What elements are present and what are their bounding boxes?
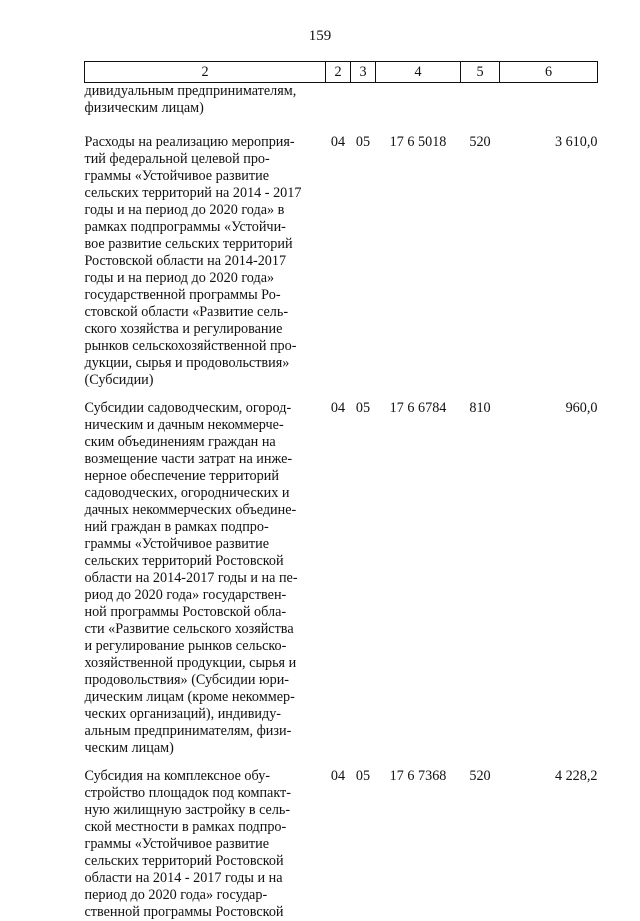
description-line: ской местности в рамках подпро- [84,819,287,835]
description-line: ническим и дачным некоммерче- [84,417,284,433]
description-line: риод до 2020 года» государствен- [84,587,287,603]
description-line: хозяйственной продукции, сырья и [84,655,297,671]
header-col-description: 2 [85,62,326,83]
description-line: ную жилищную застройку в сель- [84,802,291,818]
row-vr [461,83,500,118]
row-rz: 04 [330,400,346,416]
description-line: стройство площадок под компакт- [84,785,291,801]
description-line: ческим лицам) [84,740,174,756]
description-line: Субсидии садоводческим, огород- [84,400,292,416]
description-line: годы и на период до 2020 года» [84,270,275,286]
description-line: продовольствия» (Субсидии юри- [84,672,290,688]
table-row [85,757,598,921]
row-description [85,83,326,118]
description-line: области на 2014 - 2017 годы и на [84,870,283,886]
budget-table [84,61,598,921]
row-rz: 04 [330,768,346,784]
row-rz: 04 [330,134,346,150]
row-sum [500,83,598,118]
row-pr: 05 [355,768,371,784]
description-line: дическим лицам (кроме некоммер- [84,689,295,705]
row-vr: 520 [469,134,491,150]
row-description [85,757,326,921]
description-line: граммы «Устойчивое развитие [84,836,269,852]
description-line: период до 2020 года» государ- [84,887,268,903]
row-pr [351,83,376,118]
description-line: и регулирование рынков сельско- [84,638,287,654]
row-vr: 520 [469,768,491,784]
row-description [85,117,326,389]
description-line: области на 2014-2017 годы и на пе- [84,570,298,586]
description-line: Расходы на реализацию мероприя- [84,134,295,150]
description-line: ским объединениям граждан на [84,434,276,450]
row-vr: 810 [469,400,491,416]
description-line: ной программы Ростовской обла- [84,604,287,620]
description-line: дивидуальным предпринимателям, [84,83,297,99]
description-line: ческих организаций), индивиду- [84,706,282,722]
row-csr [376,83,461,118]
description-line: граммы «Устойчивое развитие [84,536,269,552]
description-line: граммы «Устойчивое развитие [84,168,269,184]
description-line: возмещение части затрат на инже- [84,451,293,467]
header-col-sum: 6 [500,62,598,83]
row-description [85,389,326,757]
header-col-rz: 2 [326,62,351,83]
description-line: государственной программы Ро- [84,287,281,303]
row-csr: 17 6 6784 [389,400,447,416]
header-col-pr: 3 [351,62,376,83]
description-line: ского хозяйства и регулирование [84,321,283,337]
page-number: 159 [308,28,332,44]
description-line: физическим лицам) [84,100,204,116]
description-line: дукции, сырья и продовольствия» [84,355,290,371]
row-pr: 05 [355,134,371,150]
description-line: годы и на период до 2020 года» в [84,202,285,218]
description-line: дачных некоммерческих объедине- [84,502,297,518]
row-rz [326,83,351,118]
description-line: ственной программы Ростовской [84,904,284,920]
description-line: нерное обеспечение территорий [84,468,279,484]
header-col-csr: 4 [376,62,461,83]
row-sum: 4 228,2 [554,768,598,784]
description-line: стовской области «Развитие сель- [84,304,289,320]
row-pr: 05 [355,400,371,416]
description-line: сельских территорий на 2014 - 2017 [84,185,302,201]
table-row [85,117,598,389]
description-line: вое развитие сельских территорий [84,236,293,252]
table-header-row [85,62,598,83]
row-sum: 960,0 [565,400,598,416]
description-line: (Субсидии) [84,372,154,388]
description-line: рынков сельскохозяйственной про- [84,338,297,354]
description-line: альным предпринимателям, физи- [84,723,292,739]
description-line: Ростовской области на 2014-2017 [84,253,287,269]
description-line: рамках подпрограммы «Устойчи- [84,219,286,235]
description-line: сельских территорий Ростовской [84,853,284,869]
row-csr: 17 6 7368 [389,768,447,784]
description-line: ний граждан в рамках подпро- [84,519,269,535]
description-line: Субсидия на комплексное обу- [84,768,271,784]
table-row [85,389,598,757]
description-line: тий федеральной целевой про- [84,151,270,167]
row-csr: 17 6 5018 [389,134,447,150]
description-line: садоводческих, огороднических и [84,485,290,501]
description-line: сти «Развитие сельского хозяйства [84,621,294,637]
header-col-vr: 5 [461,62,500,83]
table-row [85,83,598,118]
description-line: сельских территорий Ростовской [84,553,284,569]
row-sum: 3 610,0 [554,134,598,150]
